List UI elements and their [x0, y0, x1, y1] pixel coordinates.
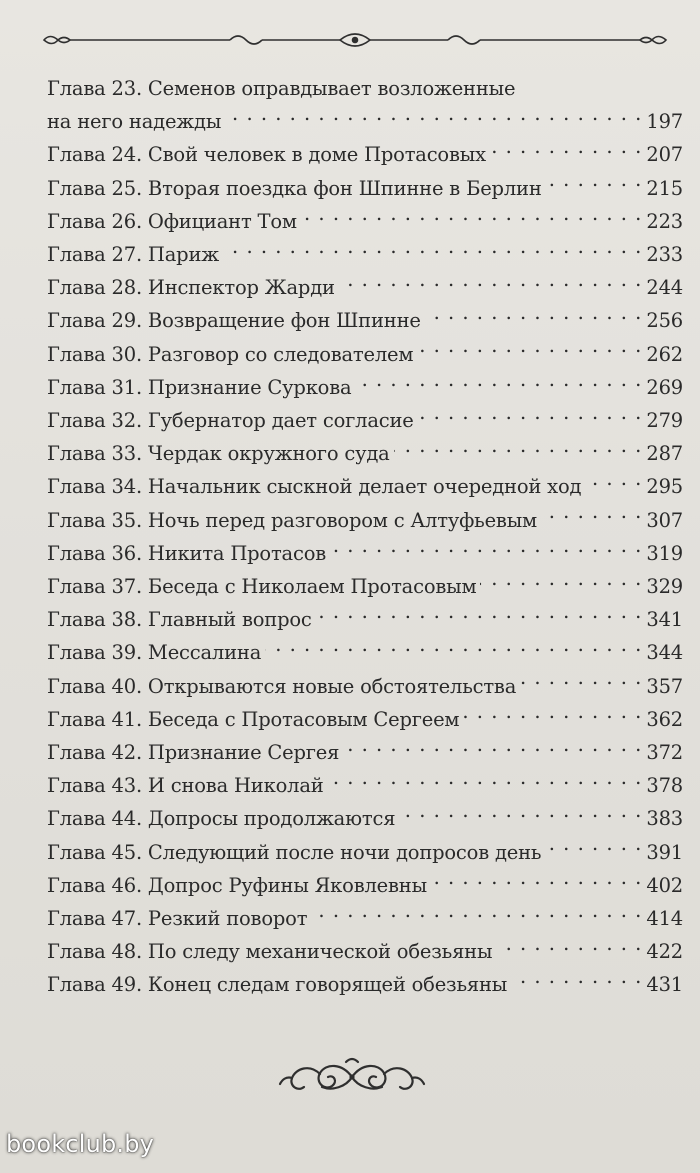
toc-entry: [47, 636, 683, 669]
toc-entry: [47, 504, 683, 537]
toc-entry: [47, 172, 683, 205]
toc-page-number: 223: [646, 209, 683, 233]
dot-leader: [480, 574, 642, 594]
toc-entry: [47, 371, 683, 404]
site-watermark: bookclub.by: [6, 1130, 155, 1158]
toc-entry: [47, 836, 683, 869]
toc-entry-title: Глава 36. Никита Протасов: [47, 541, 327, 565]
toc-page-number: 341: [646, 608, 683, 632]
toc-entry: [47, 769, 683, 802]
toc-entry-title: Глава 26. Официант Том: [47, 209, 297, 233]
toc-page-number: 422: [646, 940, 683, 964]
toc-page-number: 402: [646, 873, 683, 897]
toc-entry: [47, 72, 683, 138]
toc-entry-title: Глава 25. Вторая поездка фон Шпинне в Берлин: [47, 176, 542, 200]
toc-page-number: 378: [646, 774, 683, 798]
toc-page-number: 383: [646, 807, 683, 831]
table-of-contents: [47, 72, 683, 1002]
dot-leader: [417, 341, 642, 361]
toc-page-number: 207: [646, 143, 683, 167]
toc-entry-title: Глава 40. Открываются новые обстоятельства: [47, 674, 517, 698]
toc-entry-title: Глава 33. Чердак окружного суда: [47, 442, 390, 466]
toc-entry: [47, 736, 683, 769]
toc-page-number: 295: [646, 475, 683, 499]
dot-leader: [330, 540, 642, 560]
toc-entry: [47, 138, 683, 171]
toc-page-number: 391: [646, 840, 683, 864]
dot-leader: [301, 208, 643, 228]
toc-entry: [47, 205, 683, 238]
dot-leader: [496, 939, 642, 959]
dot-leader: [316, 607, 643, 627]
dot-leader: [490, 142, 643, 162]
toc-page-number: 215: [646, 176, 683, 200]
toc-page-number: 233: [646, 243, 683, 267]
toc-entry-title: Глава 28. Инспектор Жарди: [47, 276, 335, 300]
dot-leader: [394, 441, 643, 461]
dot-leader: [265, 640, 642, 660]
toc-entry-continuation: на него надежды: [47, 110, 222, 134]
toc-entry: [47, 238, 683, 271]
toc-entry: [47, 603, 683, 636]
toc-page-number: 244: [646, 276, 683, 300]
toc-entry: [47, 670, 683, 703]
toc-entry-title-line: [47, 72, 683, 105]
dot-leader: [585, 474, 642, 494]
toc-entry: [47, 470, 683, 503]
toc-entry-title: Глава 49. Конец следам говорящей обезьяны: [47, 973, 508, 997]
toc-page-number: 262: [646, 342, 683, 366]
dot-leader: [541, 507, 642, 527]
toc-entry: [47, 902, 683, 935]
toc-page-number: 372: [646, 741, 683, 765]
toc-page-number: 287: [646, 442, 683, 466]
toc-entry-title: Глава 37. Беседа с Николаем Протасовым: [47, 575, 477, 599]
toc-entry-title: Глава 42. Признание Сергея: [47, 741, 340, 765]
bottom-ornament-flourish: [272, 1052, 432, 1102]
toc-page-number: 256: [646, 309, 683, 333]
toc-page-number: 431: [646, 973, 683, 997]
toc-page-number: 329: [646, 575, 683, 599]
dot-leader: [425, 308, 643, 328]
dot-leader: [418, 408, 643, 428]
toc-page-number: 414: [646, 907, 683, 931]
dot-leader: [343, 740, 642, 760]
toc-page-number: 362: [646, 707, 683, 731]
dot-leader: [311, 906, 642, 926]
toc-entry-title: Глава 41. Беседа с Протасовым Сергеем: [47, 707, 460, 731]
dot-leader: [520, 673, 642, 693]
toc-entry: [47, 338, 683, 371]
toc-entry: [47, 802, 683, 835]
toc-entry-line: [47, 105, 683, 138]
toc-page-number: 357: [646, 674, 683, 698]
toc-page-number: 197: [646, 110, 683, 134]
dot-leader: [223, 242, 642, 262]
toc-entry-title: Глава 47. Резкий поворот: [47, 907, 308, 931]
toc-page-number: 307: [646, 508, 683, 532]
toc-entry: [47, 968, 683, 1001]
toc-entry: [47, 271, 683, 304]
toc-page-number: 269: [646, 375, 683, 399]
toc-entry-title: Глава 32. Губернатор дает согласие: [47, 409, 414, 433]
dot-leader: [545, 839, 642, 859]
toc-entry: [47, 437, 683, 470]
dot-leader: [355, 374, 642, 394]
top-ornamental-rule: [40, 28, 670, 52]
toc-entry-title: Глава 35. Ночь перед разговором с Алтуфьевым: [47, 508, 537, 532]
toc-entry-title: Глава 34. Начальник сыскной делает очередной ход: [47, 475, 582, 499]
toc-entry: [47, 935, 683, 968]
toc-page-number: 344: [646, 641, 683, 665]
toc-entry: [47, 404, 683, 437]
dot-leader: [546, 175, 643, 195]
dot-leader: [399, 806, 642, 826]
dot-leader: [328, 773, 643, 793]
toc-entry-title: Глава 48. По следу механической обезьяны: [47, 940, 493, 964]
toc-entry-title: Глава 38. Главный вопрос: [47, 608, 312, 632]
toc-entry-title: Глава 46. Допрос Руфины Яковлевны: [47, 873, 427, 897]
toc-page-number: 279: [646, 409, 683, 433]
dot-leader: [511, 972, 642, 992]
toc-entry: [47, 869, 683, 902]
dot-leader: [225, 109, 642, 129]
dot-leader: [431, 872, 642, 892]
toc-entry-title: Глава 29. Возвращение фон Шпинне: [47, 309, 421, 333]
toc-page-number: 319: [646, 541, 683, 565]
toc-entry-title: Глава 27. Париж: [47, 243, 219, 267]
ornament-center-dot: [349, 1074, 354, 1079]
toc-entry-title: Глава 23. Семенов оправдывает возложенные: [47, 77, 516, 100]
toc-entry: [47, 703, 683, 736]
toc-entry-title: Глава 24. Свой человек в доме Протасовых: [47, 143, 486, 167]
dot-leader: [463, 706, 642, 726]
toc-entry-title: Глава 31. Признание Суркова: [47, 375, 352, 399]
toc-entry-title: Глава 39. Мессалина: [47, 641, 262, 665]
toc-entry-title: Глава 30. Разговор со следователем: [47, 342, 414, 366]
dot-leader: [339, 275, 643, 295]
toc-entry: [47, 304, 683, 337]
toc-entry: [47, 570, 683, 603]
toc-entry-title: Глава 45. Следующий после ночи допросов день: [47, 840, 542, 864]
toc-entry-title: Глава 44. Допросы продолжаются: [47, 807, 396, 831]
toc-entry: [47, 537, 683, 570]
toc-entry-title: Глава 43. И снова Николай: [47, 774, 324, 798]
